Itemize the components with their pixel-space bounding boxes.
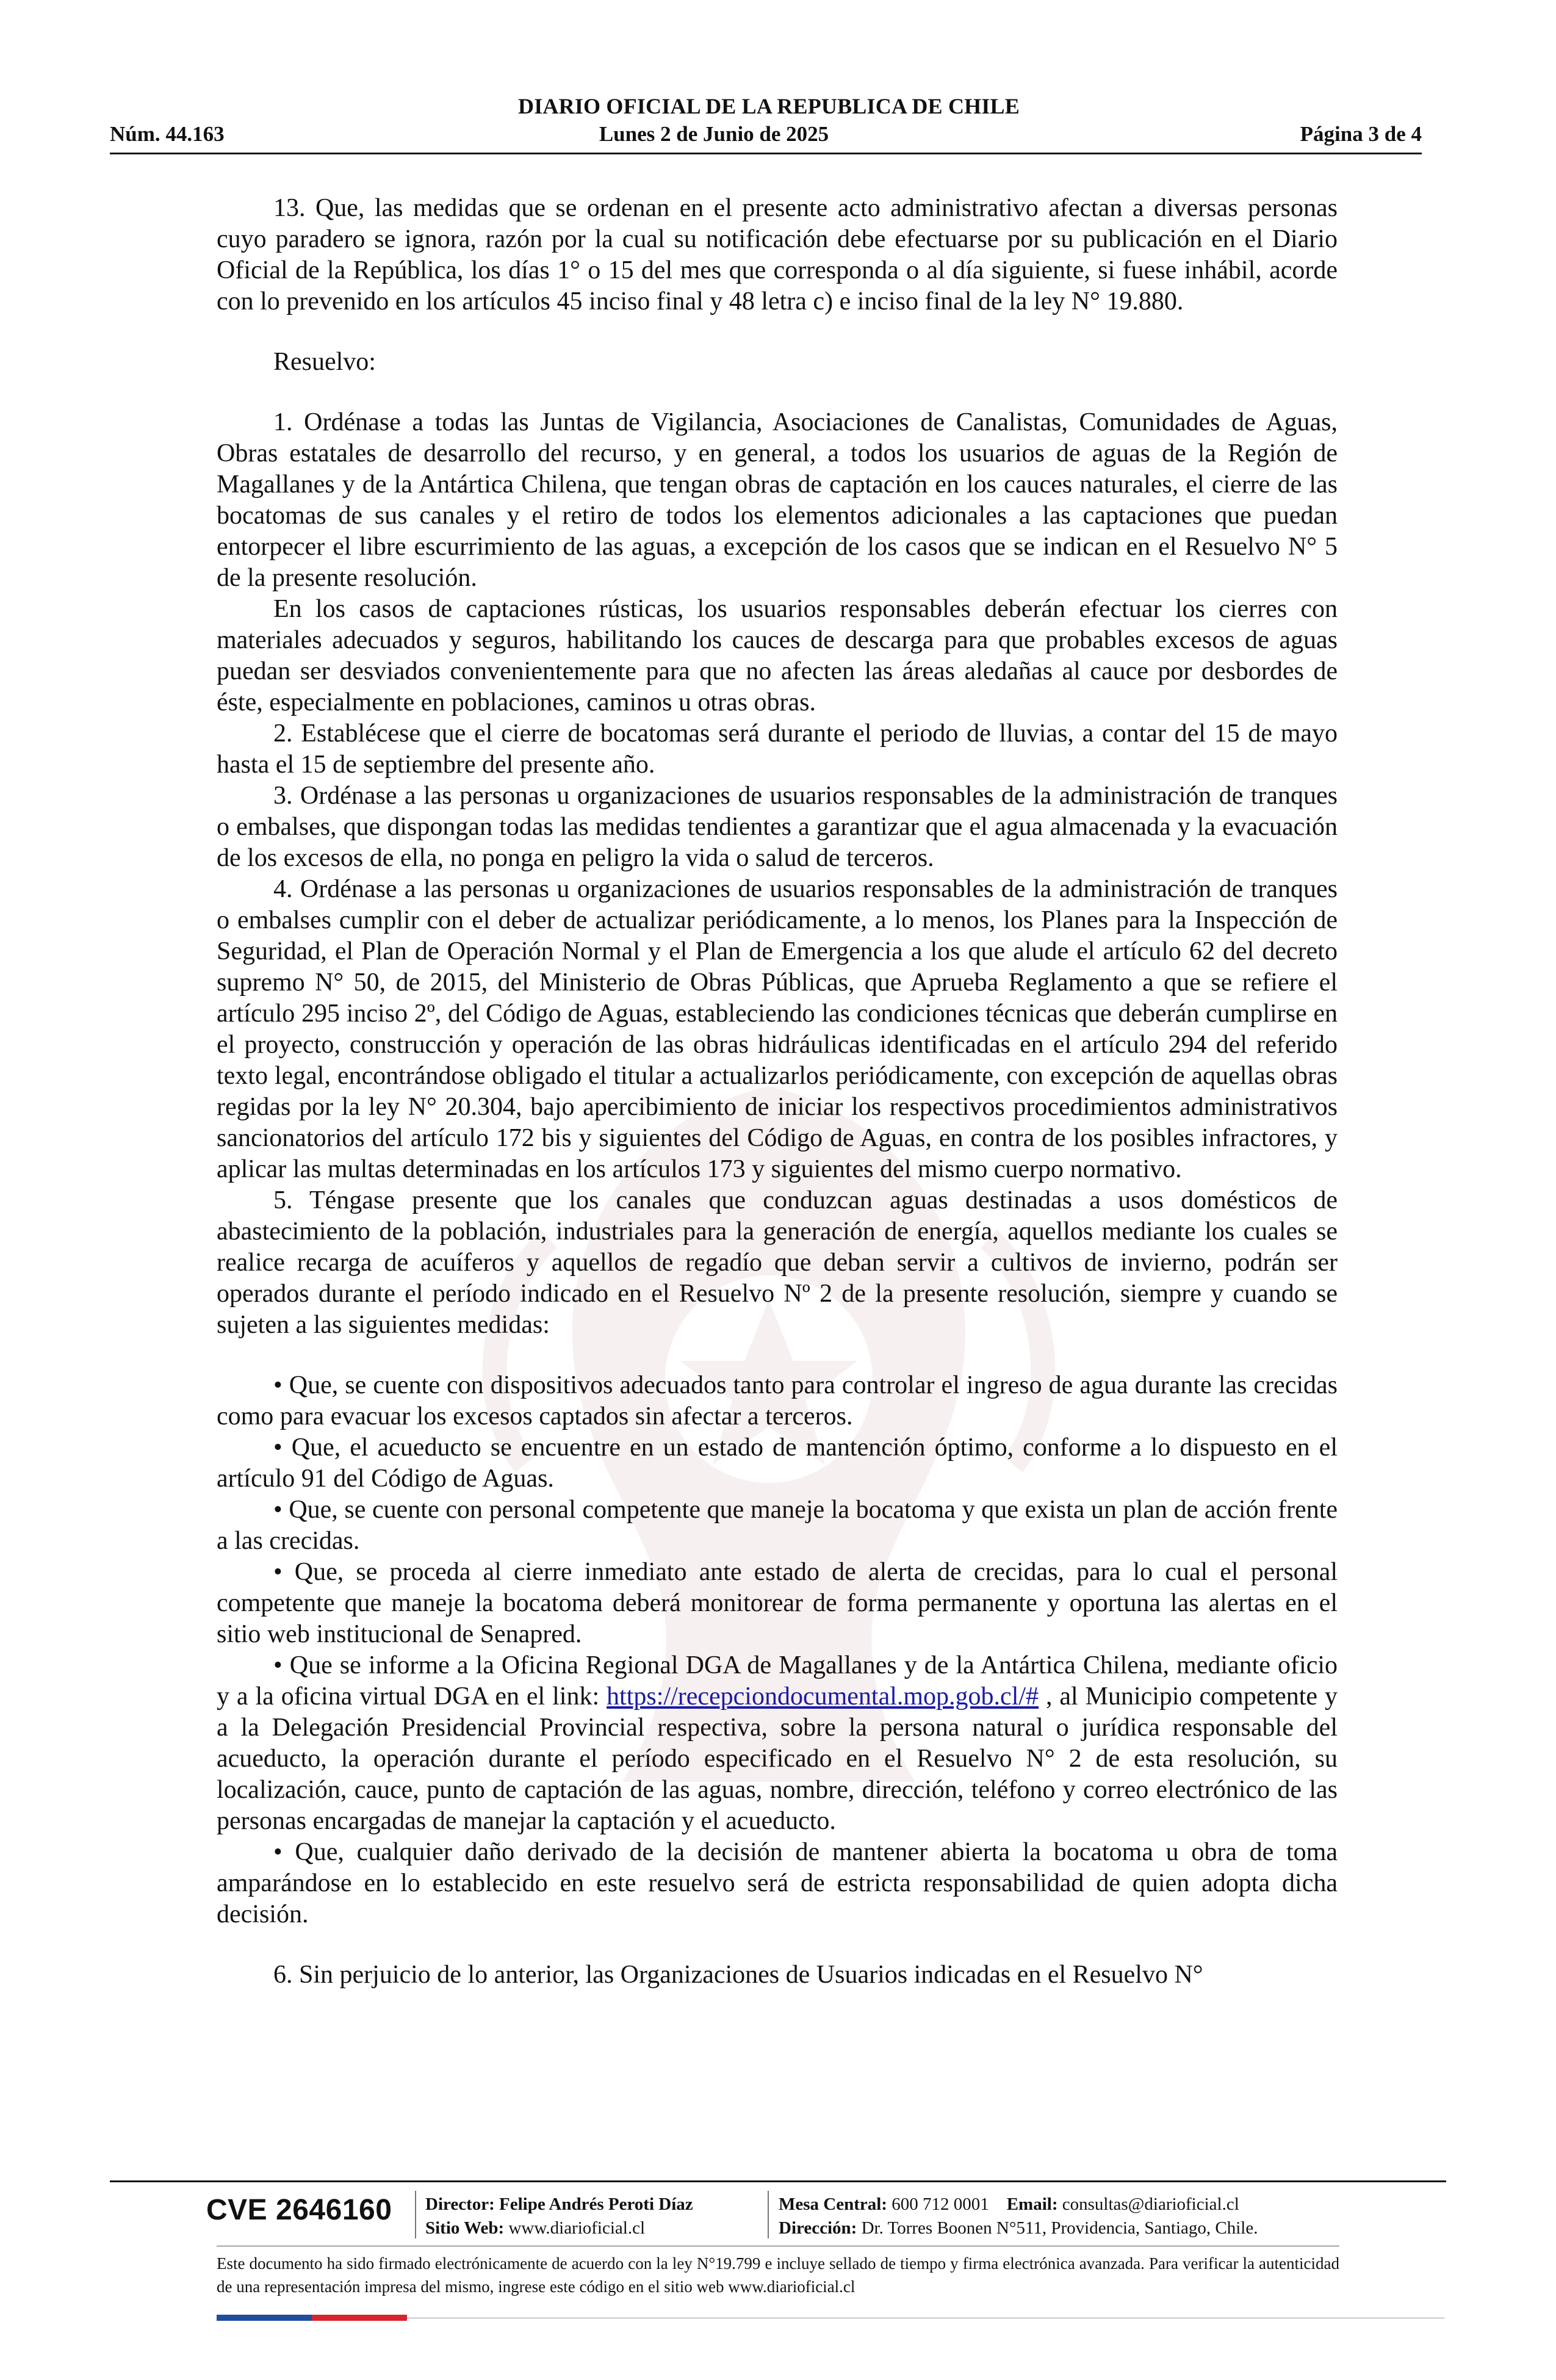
direccion-label: Dirección:: [779, 2218, 857, 2238]
bullet-1: • Que, se cuente con dispositivos adecuados tanto para controlar el ingreso de agua durante las crecidas como para evacuar los excesos captados sin afectar a terceros.: [217, 1371, 1338, 1430]
footer-contact-block: [779, 2193, 1258, 2240]
footer-divider: [110, 2180, 1446, 2182]
newspaper-title: DIARIO OFICIAL DE LA REPUBLICA DE CHILE: [518, 94, 1020, 118]
issue-number: Núm. 44.163: [110, 122, 225, 146]
resuelvo-heading: Resuelvo:: [273, 348, 376, 376]
direccion-value: Dr. Torres Boonen N°511, Providencia, Santiago, Chile.: [861, 2218, 1258, 2238]
director-label: Director:: [425, 2194, 495, 2214]
header-divider: [110, 153, 1422, 154]
bullet-6: • Que, cualquier daño derivado de la decisión de mantener abierta la bocatoma u obra de toma amparándose en lo establecido en este resuelvo será de estricta responsabilidad de quien adopta dicha decisión.: [217, 1838, 1338, 1928]
flag-red-segment: [312, 2315, 407, 2321]
bullet-5: [217, 1650, 1338, 1837]
bullet-4: • Que, se proceda al cierre inmediato ante estado de alerta de crecidas, para lo cual el personal competente que maneje la bocatoma deberá monitorear de forma permanente y oportuna las alertas en el sitio web institucional de Senapred.: [217, 1558, 1338, 1648]
resuelvo-2: 2. Establécese que el cierre de bocatomas será durante el periodo de lluvias, a contar del 15 de mayo hasta el 15 de septiembre del presente año.: [217, 719, 1338, 779]
document-body: [217, 193, 1338, 1991]
resuelvo-6: 6. Sin perjuicio de lo anterior, las Organizaciones de Usuarios indicadas en el Resuelvo N°: [273, 1961, 1203, 1989]
resuelvo-3: 3. Ordénase a las personas u organizaciones de usuarios responsables de la administración de tranques o embalses, que dispongan todas las medidas tendientes a garantizar que el agua almacenada y la evacuación de los excesos de ella, no ponga en peligro la vida o salud de terceros.: [217, 782, 1338, 872]
sitio-web[interactable]: www.diarioficial.cl: [508, 2218, 646, 2238]
cve-code: CVE 2646160: [206, 2194, 392, 2226]
resuelvo-4: 4. Ordénase a las personas u organizaciones de usuarios responsables de la administración de tranques o embalses cumplir con el deber de actualizar periódicamente, a lo menos, los Planes para la Inspección de Seguridad, el Plan de Operación Normal y el Plan de Emergencia a los que alude el artículo 62 del decreto supremo N° 50, de 2015, del Ministerio de Obras Públicas, que Aprueba Reglamento a que se refiere el artículo 295 inciso 2º, del Código de Aguas, estableciendo las condiciones técnicas que deberán cumplirse en el proyecto, construcción y operación de las obras hidráulicas identificadas en el artículo 294 del referido texto legal, encontrándose obligado el titular a actualizarlos periódicamente, con excepción de aquellas obras regidas por la ley N° 20.304, bajo apercibimiento de iniciar los respectivos procedimientos administrativos sancionatorios del artículo 172 bis y siguientes del Código de Aguas, en contra de los posibles infractores, y aplicar las multas determinadas en los artículos 173 y siguientes del mismo cuerpo normativo.: [217, 875, 1338, 1183]
resuelvo-1-b: En los casos de captaciones rústicas, los usuarios responsables deberán efectuar los cierres con materiales adecuados y seguros, habilitando los cauces de descarga para que probables excesos de aguas puedan ser desviados convenientemente para que no afecten las áreas aledañas al cauce por desbordes de éste, especialmente en poblaciones, caminos u otras obras.: [217, 595, 1338, 716]
resuelvo-5: 5. Téngase presente que los canales que conduzcan aguas destinadas a usos domésticos de abastecimiento de la población, industriales para la generación de energía, aquellos mediante los cuales se realice recarga de acuíferos y aquellos de regadío que deban servir a cultivos de invierno, podrán ser operados durante el período indicado en el Resuelvo Nº 2 de la presente resolución, siempre y cuando se sujeten a las siguientes medidas:: [217, 1186, 1338, 1339]
legal-notice: Este documento ha sido firmado electrónicamente de acuerdo con la ley N°19.799 e incluye sellado de tiempo y firma electrónica avanzada. Para verificar la autenticidad de una representación impresa del mismo, ingrese este código en el sitio web www.diarioficial.cl: [217, 2254, 1339, 2296]
mesa-label: Mesa Central:: [779, 2194, 887, 2214]
email-address[interactable]: consultas@diarioficial.cl: [1062, 2194, 1239, 2214]
resuelvo-1: 1. Ordénase a todas las Juntas de Vigilancia, Asociaciones de Canalistas, Comunidades de Aguas, Obras estatales de desarrollo del recurso, y en general, a todos los usuarios de aguas de la Región de Magallanes y de la Antártica Chilena, que tengan obras de captación en los cauces naturales, el cierre de las bocatomas de sus canales y el retiro de todos los elementos adicionales a las captaciones que puedan entorpecer el libre escurrimiento de las aguas, a excepción de los casos que se indican en el Resuelvo N° 5 de la presente resolución.: [217, 408, 1338, 592]
director-name: Felipe Andrés Peroti Díaz: [499, 2194, 693, 2214]
issue-date: Lunes 2 de Junio de 2025: [599, 122, 829, 146]
email-label: Email:: [1006, 2194, 1058, 2214]
bullet-5-text-cont: , al Municipio competente y a la Delegación Presidencial Provincial respectiva, sobre la persona natural o jurídica responsable del acueducto, la operación durante el período especificado en el Resuelvo N° 2 de esta resolución, su localización, cauce, punto de captación de las aguas, nombre, dirección, teléfono y correo electrónico de las personas encargadas de manejar la captación y el acueducto.: [217, 1682, 1338, 1835]
bullet-2: • Que, el acueducto se encuentre en un estado de mantención óptimo, conforme a lo dispuesto en el artículo 91 del Código de Aguas.: [217, 1433, 1338, 1493]
flag-blue-segment: [217, 2315, 312, 2321]
bullet-3: • Que, se cuente con personal competente que maneje la bocatoma y que exista un plan de acción frente a las crecidas.: [217, 1496, 1338, 1555]
header-row: [110, 122, 1422, 149]
paragraph-13: 13. Que, las medidas que se ordenan en el presente acto administrativo afectan a diversas personas cuyo paradero se ignora, razón por la cual su notificación debe efectuarse por su publicación en el Diario Oficial de la República, los días 1° o 15 del mes que corresponda o al día siguiente, si fuese inhábil, acorde con lo prevenido en los artículos 45 inciso final y 48 letra c) e inciso final de la ley N° 19.880.: [217, 194, 1338, 316]
footer-separator: [415, 2191, 416, 2238]
mesa-phone: 600 712 0001: [891, 2194, 989, 2214]
bullet-5-text: • Que se informe a la Oficina Regional DGA de Magallanes y de la Antártica Chilena, mediante oficio y a la oficina virtual DGA en el link:: [217, 1651, 1338, 1711]
recepcion-documental-link[interactable]: https://recepciondocumental.mop.gob.cl/#: [607, 1682, 1039, 1711]
chile-flag-stripe: [217, 2315, 407, 2321]
page-indicator: Página 3 de 4: [1300, 122, 1422, 146]
sitio-label: Sitio Web:: [425, 2218, 505, 2238]
footer-separator: [768, 2191, 769, 2238]
footer-director-block: [425, 2193, 693, 2240]
